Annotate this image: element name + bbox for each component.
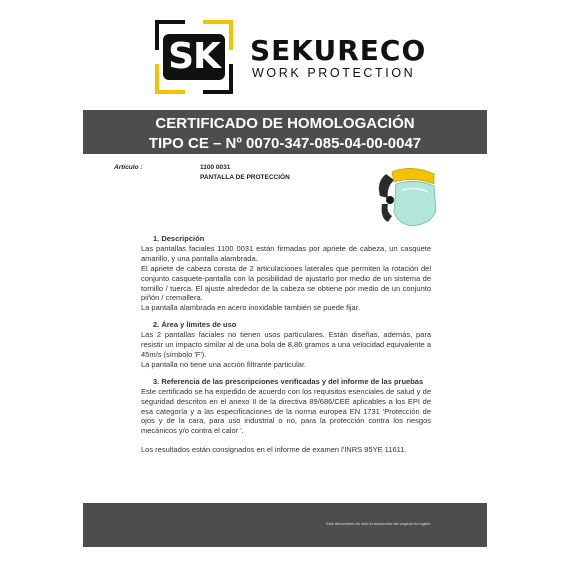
certificate-title: CERTIFICADO DE HOMOLOGACIÓN bbox=[155, 115, 415, 132]
article-label: Artículo : bbox=[114, 164, 143, 171]
section-heading-description: 1. Descripción bbox=[153, 234, 205, 243]
section-heading-references: 3. Referencia de las prescripciones verificadas y del informe de las pruebas bbox=[153, 376, 424, 386]
logo-initials: SK bbox=[163, 34, 225, 80]
article-code: 1100 0031 bbox=[200, 164, 231, 171]
section-heading-usage: 2. Área y límites de uso bbox=[153, 320, 237, 330]
logo-mark bbox=[155, 20, 233, 94]
certificate-number: TIPO CE – Nº 0070-347-085-04-00-0047 bbox=[148, 135, 422, 152]
translation-note: Este documento es sólo la traducción del original en inglés. bbox=[325, 521, 431, 526]
certificate-body bbox=[141, 234, 431, 455]
pivot-knob-icon bbox=[386, 196, 394, 204]
headband-icon bbox=[379, 174, 394, 198]
face-shield-image bbox=[372, 166, 442, 230]
article-description: PANTALLA DE PROTECCIÓN bbox=[200, 174, 290, 181]
section-paragraph: Este certificado se ha expedido de acuerdo con los requisitos esenciales de salud y de seguridad descritos en el anexo II de la directiva 89/686/CEE aplicables a los EPI de esa categoría y a las especificaciones de la norma europea EN 1731 'Protección de ojos y de la cara, para uso industrial o no, para la protección contra los riesgos mecánicos y/o contra el calor '. bbox=[141, 386, 431, 436]
brand-tagline: WORK PROTECTION bbox=[252, 66, 416, 80]
title-banner bbox=[83, 110, 487, 154]
section-paragraph: La pantalla alambrada en acero inoxidable también se puede fijar. bbox=[141, 303, 360, 313]
section-paragraph: Las pantallas faciales 1100 0031 están firmadas por apriete de cabeza, un casquete amarillo, y una pantalla alambrada. bbox=[141, 243, 431, 263]
section-paragraph: La pantalla no tiene una acción filtrante particular. bbox=[141, 359, 307, 369]
brand-name: SEKURECO bbox=[250, 34, 427, 67]
footer-bar bbox=[83, 503, 487, 547]
headband-strap-icon bbox=[382, 204, 392, 222]
section-paragraph: Las 2 pantallas faciales no tienen usos particulares. Están diseñas, además, para resistir un impacto similar al de una bola de 8,86 gramos a una velocidad equivalente a 45m/s (símbolo 'F'). bbox=[141, 330, 431, 359]
closing-statement: Los resultados están consignados en el informe de examen l'INRS 95YE 11611. bbox=[141, 445, 407, 455]
company-logo bbox=[155, 20, 455, 94]
section-paragraph: El apriete de cabeza consta de 2 articulaciones laterales que permiten la rotación del conjunto casquete-pantalla con la posibilidad de ajustarlo por medio de un sistema de tornillo / tuerca. El ajuste alrededor de la cabeza se obtiene por medio de un conjunto piñón / cremallera. bbox=[141, 263, 431, 303]
